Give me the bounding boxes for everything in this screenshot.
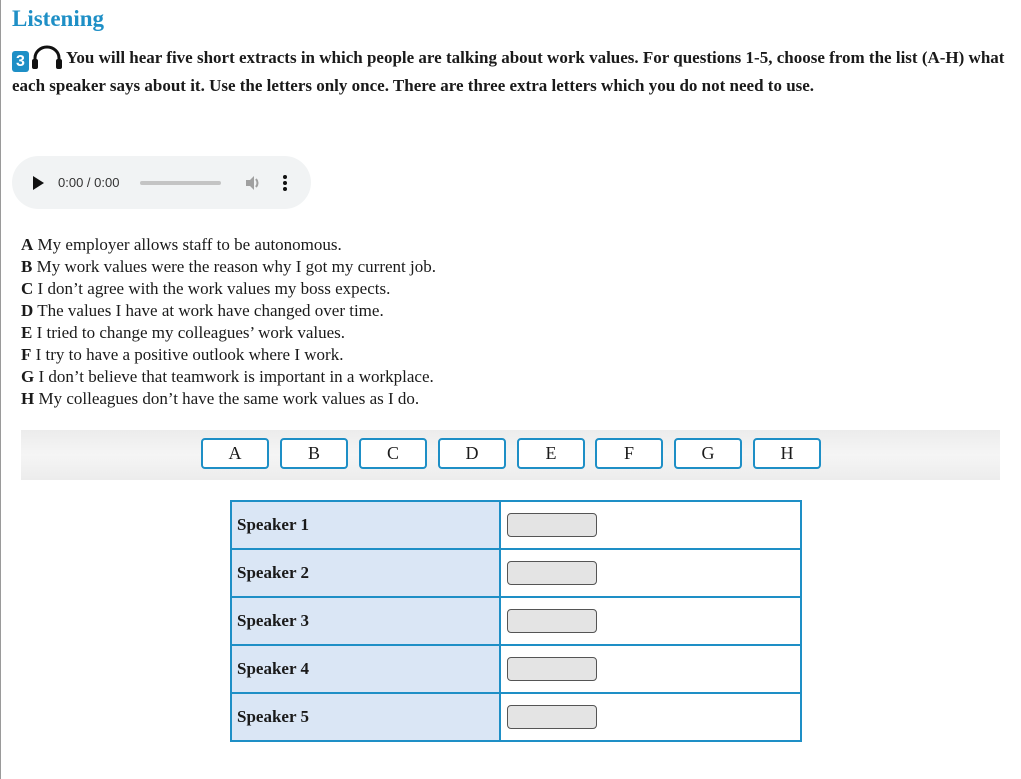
answer-drop-box-2[interactable]	[507, 561, 597, 585]
option-h	[21, 388, 436, 410]
letter-chip-d[interactable]: D	[438, 438, 506, 469]
letter-chip-e[interactable]: E	[517, 438, 585, 469]
letter-chip-h[interactable]: H	[753, 438, 821, 469]
option-b	[21, 256, 436, 278]
left-border	[0, 0, 1, 779]
options-list	[21, 234, 436, 410]
page-title: Listening	[12, 6, 105, 31]
table-row	[231, 645, 801, 693]
instructions-text: You will hear five short extracts in which people are talking about work values. For questions 1-5, choose from the list (A-H) what each speaker says about it. Use the letters only once. There are three extra letters which you do not need to use.	[12, 48, 1005, 95]
table-row	[231, 597, 801, 645]
option-letter: F	[21, 345, 32, 364]
answer-table	[230, 500, 802, 742]
option-text: I don’t agree with the work values my boss expects.	[37, 279, 391, 298]
option-a	[21, 234, 436, 256]
option-f	[21, 344, 436, 366]
play-icon[interactable]	[33, 176, 44, 190]
speaker-label: Speaker 5	[231, 693, 500, 741]
answer-drop-box-1[interactable]	[507, 513, 597, 537]
option-text: My employer allows staff to be autonomous.	[37, 235, 342, 254]
letter-chip-f[interactable]: F	[595, 438, 663, 469]
audio-player[interactable]	[12, 156, 311, 209]
option-text: I don’t believe that teamwork is important in a workplace.	[38, 367, 434, 386]
answer-cell	[500, 501, 801, 549]
option-g	[21, 366, 436, 388]
option-letter: H	[21, 389, 35, 408]
table-row	[231, 693, 801, 741]
more-options-icon[interactable]	[281, 173, 289, 193]
speaker-label: Speaker 3	[231, 597, 500, 645]
option-letter: G	[21, 367, 35, 386]
speaker-label: Speaker 2	[231, 549, 500, 597]
task-instructions	[12, 44, 1012, 99]
answer-cell	[500, 549, 801, 597]
letter-chip-c[interactable]: C	[359, 438, 427, 469]
option-text: My work values were the reason why I got my current job.	[36, 257, 436, 276]
answer-cell	[500, 645, 801, 693]
option-letter: D	[21, 301, 34, 320]
audio-time: 0:00 / 0:00	[58, 175, 120, 190]
headphones-icon	[31, 45, 63, 69]
option-text: The values I have at work have changed over time.	[37, 301, 384, 320]
letter-chip-g[interactable]: G	[674, 438, 742, 469]
audio-progress-bar[interactable]	[140, 181, 221, 185]
option-text: I tried to change my colleagues’ work values.	[36, 323, 346, 342]
answer-drop-box-4[interactable]	[507, 657, 597, 681]
answer-cell	[500, 597, 801, 645]
option-letter: E	[21, 323, 33, 342]
task-number-badge: 3	[12, 51, 29, 72]
table-row	[231, 501, 801, 549]
option-letter: A	[21, 235, 34, 254]
volume-icon[interactable]	[244, 174, 262, 192]
option-c	[21, 278, 436, 300]
option-text: I try to have a positive outlook where I work.	[35, 345, 344, 364]
answer-cell	[500, 693, 801, 741]
letter-chip-b[interactable]: B	[280, 438, 348, 469]
speaker-label: Speaker 1	[231, 501, 500, 549]
speaker-label: Speaker 4	[231, 645, 500, 693]
answer-drop-box-5[interactable]	[507, 705, 597, 729]
option-text: My colleagues don’t have the same work values as I do.	[38, 389, 420, 408]
option-letter: C	[21, 279, 34, 298]
letter-choices-bar	[21, 430, 1000, 480]
answer-drop-box-3[interactable]	[507, 609, 597, 633]
option-d	[21, 300, 436, 322]
letter-chip-a[interactable]: A	[201, 438, 269, 469]
table-row	[231, 549, 801, 597]
option-e	[21, 322, 436, 344]
option-letter: B	[21, 257, 33, 276]
